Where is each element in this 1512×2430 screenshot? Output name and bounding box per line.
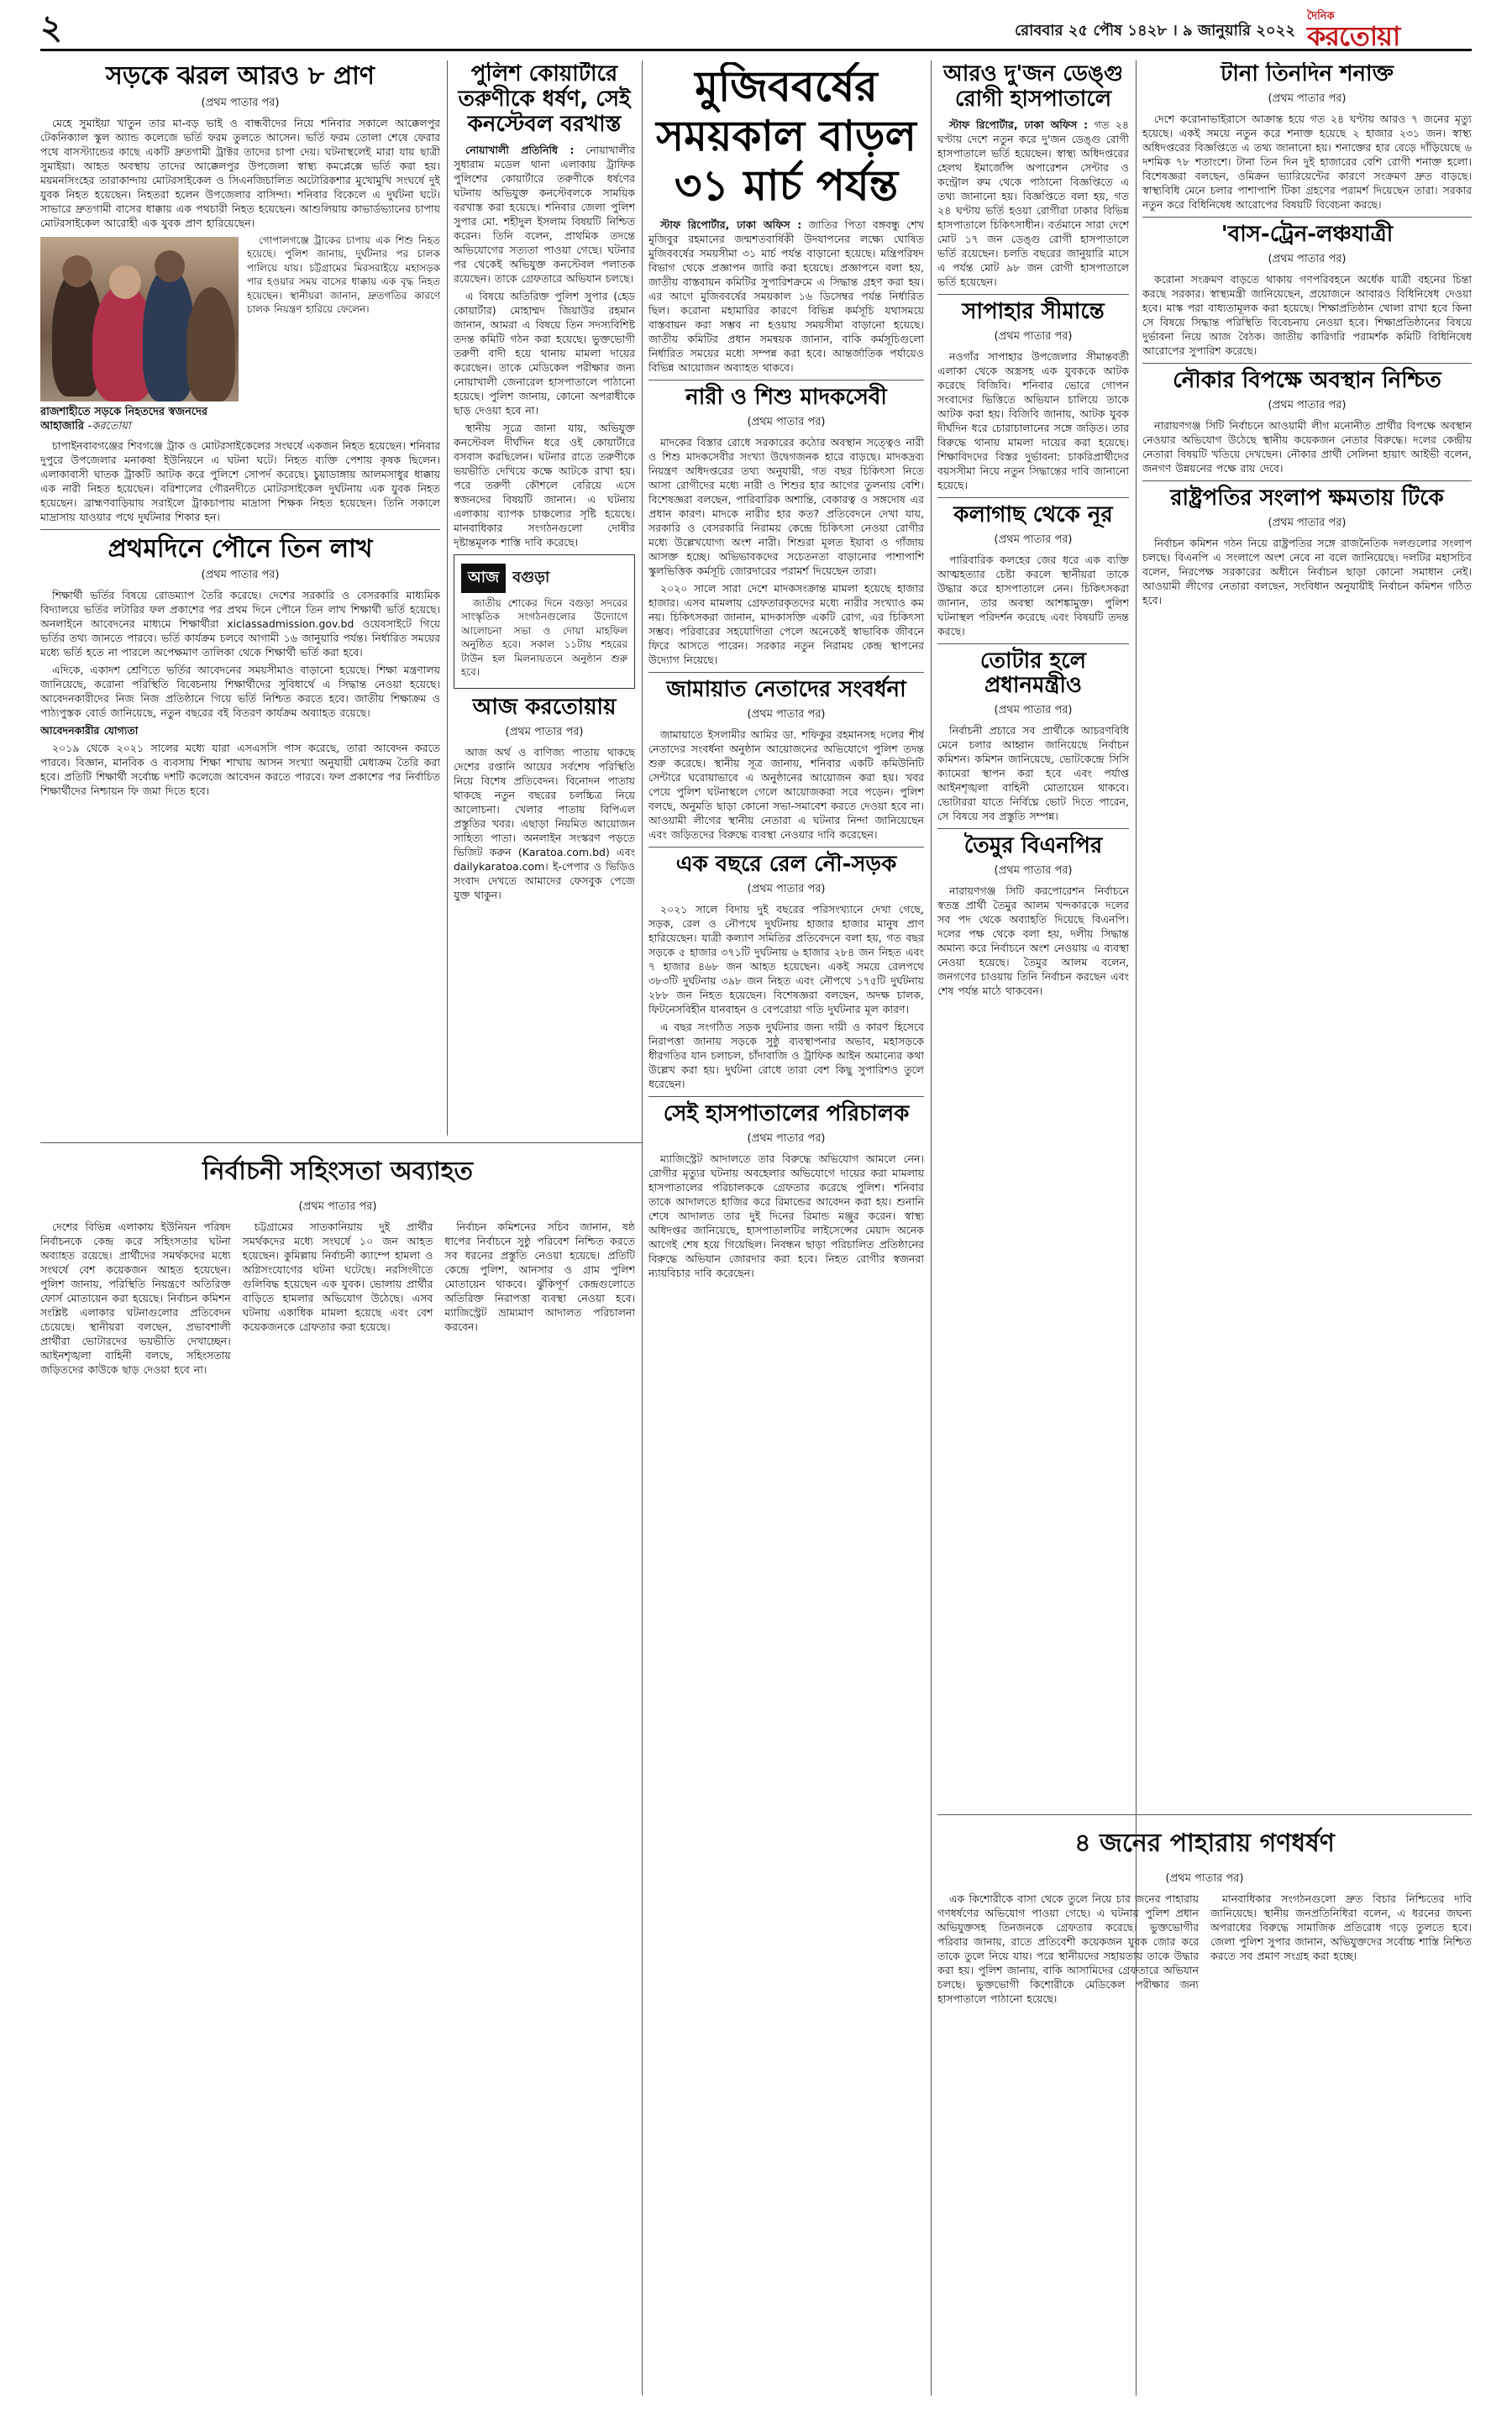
column-center bbox=[648, 62, 924, 2397]
section-divider bbox=[937, 643, 1129, 644]
article-text: মাদকের বিস্তার রোধে সরকারের কঠোর অবস্থান সত্ত্বেও নারী ও শিশু মাদকসেবীর সংখ্যা উদ্বেগজনক হারে বাড়ছে। মাদকদ্রব্য নিয়ন্ত্রণ অধিদপ্তরের তথ্য অনুযায়ী, গত বছর চিকিৎসা নিতে আসা রোগীদের মধ্যে নারী ও শিশুর হার আগের তুলনায় বেশি। বিশেষজ্ঞরা বলছেন, পারিবারিক অশান্তি, বেকারত্ব ও সঙ্গদোষ এর প্রধান কারণ। মাদকে নারীর হার কত? প্রতিবেদনে দেখা যায়, সরকারি ও বেসরকারি নিরাময় কেন্দ্রে চিকিৎসা নেওয়া রোগীর মধ্যে উল্লেখযোগ্য অংশ নারী। শিশুরা মূলত ইয়াবা ও গাঁজায় আসক্ত হচ্ছে। অভিভাবকদের সচেতনতা বাড়ানোর পাশাপাশি স্কুলভিত্তিক কর্মসূচি জোরদারের পরামর্শ দিয়েছেন তারা। bbox=[648, 435, 924, 577]
article-text: চট্টগ্রামের সাতকানিয়ায় দুই প্রার্থীর সমর্থকদের মধ্যে সংঘর্ষে ১০ জন আহত হয়েছেন। কুমিল্লায় নির্বাচনী ক্যাম্পে হামলা ও অগ্নিসংযোগের ঘটনা ঘটেছে। নরসিংদীতে গুলিবিদ্ধ হয়েছেন এক যুবক। ভোলায় প্রার্থীর বাড়িতে হামলার অভিযোগ উঠেছে। এসব ঘটনায় একাধিক মামলা হয়েছে এবং বেশ কয়েকজনকে গ্রেফতার করা হয়েছে। bbox=[242, 1220, 433, 1333]
photo-caption bbox=[40, 405, 239, 433]
headline-today-karatoa: আজ করতোয়ায় bbox=[472, 694, 617, 720]
headline-taimur: তৈমুর বিএনপির bbox=[963, 833, 1103, 859]
continued-label: (প্রথম পাতার পর) bbox=[747, 882, 826, 895]
byline: স্টাফ রিপোর্টার, ঢাকা অফিস : bbox=[949, 118, 1089, 131]
continued-label: (প্রথম পাতার পর) bbox=[201, 569, 280, 581]
article-text: এদিকে, একাদশ শ্রেণিতে ভর্তির আবেদনের সময়সীমাও বাড়ানো হয়েছে। শিক্ষা মন্ত্রণালয় জানিয়েছে, করোনা পরিস্থিতি বিবেচনায় শিক্ষার্থীদের সুবিধার্থে এ সিদ্ধান্ত নেওয়া হয়েছে। আবেদনকারীদের নিজ নিজ প্রতিষ্ঠানে গিয়ে ভর্তি নিশ্চিত করতে হবে। জাতীয় শিক্ষাক্রম ও পাঠ্যপুস্তক বোর্ড জানিয়েছে, নতুন বছরের বই বিতরণ কার্যক্রম অব্যাহত রয়েছে। bbox=[40, 664, 440, 719]
continued-label: (প্রথম পাতার পর) bbox=[747, 1131, 826, 1145]
continued-label: (প্রথম পাতার পর) bbox=[994, 329, 1073, 343]
section-divider bbox=[937, 497, 1129, 498]
continued-label: (প্রথম পাতার পর) bbox=[1268, 516, 1347, 529]
continued-label: (প্রথম পাতার পর) bbox=[994, 864, 1073, 878]
section-divider bbox=[937, 294, 1129, 295]
article-text: নওগাঁর সাপাহার উপজেলার সীমান্তবর্তী এলাকা থেকে অস্ত্রসহ এক যুবককে আটক করেছে বিজিবি। শনিবার ভোরে গোপন সংবাদের ভিত্তিতে অভিযান চালিয়ে তাকে আটক করা হয়। বিজিবি জানায়, আটক যুবক দীর্ঘদিন ধরে চোরাচালানের সঙ্গে জড়িত। তার বিরুদ্ধে থানায় মামলা দায়ের করা হয়েছে। শিক্ষাবিদদের বিস্তর দুর্ভাবনা: চাকরিপ্রার্থীদের বয়সসীমা নিয়ে নতুন সিদ্ধান্তের দাবি জানানো হয়েছে। bbox=[937, 349, 1129, 491]
section-divider bbox=[40, 1142, 642, 1143]
news-photo bbox=[40, 237, 239, 402]
section-divider bbox=[937, 828, 1129, 829]
masthead bbox=[40, 8, 1472, 51]
box-tag: আজ bbox=[461, 564, 506, 593]
page-number: ২ bbox=[40, 8, 63, 47]
headline-gang-rape: ৪ জনের পাহারায় গণধর্ষণ bbox=[1074, 1829, 1335, 1858]
headline-dengue: আরও দু'জন ডেঙ্গু রোগী হাসপাতালে bbox=[942, 62, 1124, 112]
headline-women-addicts: নারী ও শিশু মাদকসেবী bbox=[685, 385, 887, 410]
article-text: আজ অর্থ ও বাণিজ্য পাতায় থাকছে দেশের রপ্তানি আয়ের সর্বশেষ পরিস্থিতি নিয়ে বিশেষ প্রতিবেদন। বিনোদন পাতায় থাকছে নতুন বছরের চলচ্চিত্র নিয়ে আলোচনা। খেলার পাতায় বিপিএল প্রস্তুতির খবর। এছাড়া নিয়মিত আয়োজন সাহিত্য পাতা। অনলাইন সংস্করণ পড়তে ভিজিট করুন (Karatoa.com.bd) এবং dailykaratoa.com। ই-পেপার ও ভিডিও সংবাদ দেখতে আমাদের ফেসবুক পেজে যুক্ত থাকুন। bbox=[454, 745, 635, 901]
article-subhead: আবেদনকারীর যোগ্যতা bbox=[40, 724, 139, 737]
headline-hospital-director: সেই হাসপাতালের পরিচালক bbox=[663, 1100, 910, 1126]
section-divider bbox=[648, 1096, 924, 1097]
article-text-span: নোয়াখালীর সুধারাম মডেল থানা এলাকায় ট্রাফিক পুলিশের কোয়ার্টারে তরুণীকে ধর্ষণের ঘটনায় অভিযুক্ত কনস্টেবলকে সাময়িক বরখাস্ত করা হয়েছে। শনিবার জেলা পুলিশ সুপার মো. শহীদুল ইসলাম বিষয়টি নিশ্চিত করেন। তিনি বলেন, প্রাথমিক তদন্তে অভিযোগের সত্যতা পাওয়া গেছে। ঘটনার পর থেকেই অভিযুক্ত কনস্টেবল পলাতক রয়েছেন। তাকে গ্রেফতারে অভিযান চলছে। bbox=[454, 143, 635, 285]
headline-president-dialogue: রাষ্ট্রপতির সংলাপ ক্ষমতায় টিকে bbox=[1170, 485, 1444, 511]
continued-label: (প্রথম পাতার পর) bbox=[1268, 92, 1347, 105]
section-divider bbox=[648, 380, 924, 381]
article-text: এ বিষয়ে অতিরিক্ত পুলিশ সুপার (হেড কোয়ার্টার) মোহাম্মদ জিয়াউর রহমান জানান, আমরা এ বিষয়ে তিন সদস্যবিশিষ্ট তদন্ত কমিটি গঠন করা হয়েছে। ভুক্তভোগী তরুণী বাদী হয়ে থানায় মামলা দায়ের করেছেন। তাকে মেডিকেল পরীক্ষার জন্য নোয়াখালী জেনারেল হাসপাতালে পাঠানো হয়েছে। পুলিশ জানায়, কোনো অপরাধীকে ছাড় দেওয়া হবে না। bbox=[454, 289, 635, 417]
article-text: নারায়ণগঞ্জ সিটি নির্বাচনে আওয়ামী লীগ মনোনীত প্রার্থীর বিপক্ষে অবস্থান নেওয়ার অভিযোগ উঠেছে স্থানীয় কয়েকজন নেতার বিরুদ্ধে। দলের কেন্দ্রীয় নেতারা বিষয়টি খতিয়ে দেখছেন। নৌকার প্রার্থী সেলিনা হায়াৎ আইভী বলেন, জনগণ উন্নয়নের পক্ষে রায় দেবে। bbox=[1142, 418, 1472, 475]
continued-label: (প্রথম পাতার পর) bbox=[994, 704, 1073, 717]
article-text: দেশের বিভিন্ন এলাকায় ইউনিয়ন পরিষদ নির্বাচনকে কেন্দ্র করে সহিংসতার ঘটনা অব্যাহত রয়েছে। প্রার্থীদের সমর্থকদের মধ্যে সংঘর্ষে বেশ কয়েকজন আহত হয়েছেন। পুলিশ জানায়, পরিস্থিতি নিয়ন্ত্রণে অতিরিক্ত ফোর্স মোতায়েন করা হয়েছে। নির্বাচন কমিশন সংশ্লিষ্ট এলাকার ঘটনাগুলোর প্রতিবেদন চেয়েছে। স্থানীয়রা বলছেন, প্রভাবশালী প্রার্থীরা ভোটারদের ভয়ভীতি দেখাচ্ছেন। আইনশৃঙ্খলা বাহিনী বলছে, সহিংসতায় জড়িতদের কাউকে ছাড় দেওয়া হবে না। bbox=[40, 1220, 231, 1376]
logo-sup: দৈনিক bbox=[1307, 10, 1335, 23]
continued-label: (প্রথম পাতার পর) bbox=[1268, 398, 1347, 412]
article-text: ম্যাজিস্ট্রেট আদালতে তার বিরুদ্ধে অভিযোগ আমলে নেন। রোগীর মৃত্যুর ঘটনায় অবহেলার অভিযোগে দায়ের করা মামলায় হাসপাতালের পরিচালককে গ্রেফতার করেছে পুলিশ। শনিবার তাকে আদালতে হাজির করে রিমান্ডের আবেদন করা হয়। শুনানি শেষে আদালত তার দুই দিনের রিমান্ড মঞ্জুর করেন। স্বাস্থ্য অধিদপ্তর জানিয়েছে, হাসপাতালটির লাইসেন্সের মেয়াদ অনেক আগেই শেষ হয়ে গিয়েছিল। নিবন্ধন ছাড়া পরিচালিত প্রতিষ্ঠানের বিরুদ্ধে অভিযান জোরদার করা হবে। নিহত রোগীর স্বজনরা ন্যায়বিচার দাবি করেছেন। bbox=[648, 1152, 924, 1279]
column-right bbox=[1142, 62, 1472, 1809]
article-text: নির্বাচনী প্রচারে সব প্রার্থীকে আচরণবিধি মেনে চলার আহ্বান জানিয়েছে নির্বাচন কমিশন। কমিশন জানিয়েছে, ভোটকেন্দ্রে সিসি ক্যামেরা স্থাপন করা হবে এবং পর্যাপ্ত আইনশৃঙ্খলা বাহিনী মোতায়েন থাকবে। ভোটাররা যাতে নির্বিঘ্নে ভোট দিতে পারেন, সে বিষয়ে সব প্রস্তুতি সম্পন্ন। bbox=[937, 724, 1129, 823]
column-second bbox=[454, 62, 635, 1137]
article-text bbox=[648, 218, 924, 375]
continued-label: (প্রথম পাতার পর) bbox=[747, 415, 826, 428]
newspaper-logo bbox=[1304, 7, 1472, 52]
byline: নোয়াখালী প্রতিনিধি : bbox=[465, 143, 575, 156]
article-text: পারিবারিক কলহের জের ধরে এক ব্যক্তি আত্মহত্যার চেষ্টা করলে স্থানীয়রা তাকে উদ্ধার করে হাসপাতালে নেন। চিকিৎসকরা জানান, তার অবস্থা আশঙ্কামুক্ত। পুলিশ ঘটনাস্থল পরিদর্শন করেছে এবং বিষয়টি তদন্ত করছে। bbox=[937, 553, 1129, 638]
section-divider bbox=[1142, 480, 1472, 481]
continued-label: (প্রথম পাতার পর) bbox=[505, 725, 584, 738]
headline-road-accident: সড়কে ঝরল আরও ৮ প্রাণ bbox=[106, 62, 375, 91]
continued-label: (প্রথম পাতার পর) bbox=[1268, 252, 1347, 265]
today-box bbox=[454, 554, 635, 689]
article-text: নারায়ণগঞ্জ সিটি করপোরেশন নির্বাচনে স্বতন্ত্র প্রার্থী তৈমুর আলম খন্দকারকে দলের সব পদ থেকে অব্যাহতি দিয়েছে বিএনপি। দলের পক্ষ থেকে বলা হয়, দলীয় সিদ্ধান্ত অমান্য করে নির্বাচনে অংশ নেওয়ায় এ ব্যবস্থা নেওয়া হয়েছে। তৈমুর আলম বলেন, জনগণের চাওয়ায় তিনি নির্বাচন করছেন এবং শেষ পর্যন্ত মাঠে থাকবেন। bbox=[937, 884, 1129, 998]
article-text: শিক্ষার্থী ভর্তির বিষয়ে রোডম্যাপ তৈরি করেছে। দেশের সরকারি ও বেসরকারি মাধ্যমিক বিদ্যালয়ে ভর্তির লটারির ফল প্রকাশের পর প্রথম দিনে পৌনে তিন লাখ শিক্ষার্থী ভর্তি হয়েছে। অনলাইনে আবেদনের মাধ্যমে শিক্ষার্থীরা xiclassadmission.gov.bd ওয়েবসাইটে গিয়ে ভর্তির তথ্য জানতে পারবে। ভর্তি কার্যক্রম চলবে আগামী ১৬ জানুয়ারি পর্যন্ত। নির্ধারিত সময়ের মধ্যে ভর্তি হতে না পারলে অপেক্ষমাণ তালিকা থেকে শিক্ষার্থী ভর্তি করা হবে। bbox=[40, 589, 440, 659]
column-rule bbox=[642, 60, 643, 2396]
caption-text: রাজশাহীতে সড়কে নিহতদের স্বজনদের আহাজারি bbox=[40, 405, 208, 433]
headline-police-quarter: পুলিশ কোয়ার্টারে তরুণীকে ধর্ষণ, সেই কনস্টেবল বরখাস্ত bbox=[458, 62, 631, 137]
byline: স্টাফ রিপোর্টার, ঢাকা অফিস : bbox=[660, 218, 802, 231]
bottom-right-article bbox=[937, 1821, 1472, 2392]
article-text: এক কিশোরীকে বাসা থেকে তুলে নিয়ে চার জনের পাহারায় গণধর্ষণের অভিযোগ পাওয়া গেছে। এ ঘটনায় পুলিশ প্রধান অভিযুক্তসহ তিনজনকে গ্রেফতার করেছে। ভুক্তভোগীর পরিবার জানায়, রাতে প্রতিবেশী কয়েকজন যুবক জোর করে তাকে তুলে নিয়ে যায়। পরে স্থানীয়দের সহায়তায় তাকে উদ্ধার করা হয়। পুলিশ জানায়, বাকি আসামিদের গ্রেফতারে অভিযান চলছে। ভুক্তভোগী কিশোরীকে মেডিকেল পরীক্ষার জন্য হাসপাতালে পাঠানো হয়েছে। bbox=[937, 1892, 1199, 2005]
section-divider bbox=[648, 672, 924, 673]
section-divider bbox=[40, 529, 440, 530]
section-divider bbox=[937, 1814, 1472, 1815]
article-text: চাপাইনবাবগঞ্জের শিবগঞ্জে ট্রাক ও মোটরসাইকেলের সংঘর্ষে একজন নিহত হয়েছেন। শনিবার দুপুরে উপজেলার মনাকষা ইউনিয়নে এ ঘটনা ঘটে। নিহত ব্যক্তি পেশায় কৃষক ছিলেন। এলাকাবাসী ঘাতক ট্রাকটি আটক করে পুলিশে সোপর্দ করেছে। চুয়াডাঙ্গায় আলমসাধুর ধাক্কায় এক নারী নিহত হয়েছেন। বরিশালের গৌরনদীতে মোটরসাইকেল দুর্ঘটনায় এক যুবক নিহত হয়েছেন। ব্রাহ্মণবাড়িয়ায় সরাইলে ট্রাকচাপায় মাদ্রাসা শিক্ষক নিহত হয়েছেন। তিনি সকালে মাদ্রাসায় যাওয়ার পথে দুর্ঘটনার শিকার হন। bbox=[40, 438, 440, 523]
bottom-left-article bbox=[40, 1149, 635, 2392]
column-left bbox=[40, 62, 440, 1137]
column-rule bbox=[931, 60, 932, 2396]
continued-label: (প্রথম পাতার পর) bbox=[298, 1200, 377, 1213]
article-text bbox=[454, 143, 635, 286]
article-text: দেশে করোনাভাইরাসে আক্রান্ত হয়ে গত ২৪ ঘণ্টায় আরও ৭ জনের মৃত্যু হয়েছে। একই সময়ে নতুন করে শনাক্ত হয়েছে ২ হাজার ২৩১ জন। স্বাস্থ্য অধিদপ্তরের বিজ্ঞপ্তিতে এ তথ্য জানানো হয়। শনাক্তের হার বেড়ে দাঁড়িয়েছে ৬ দশমিক ৭৮ শতাংশে। টানা তিন দিন দুই হাজারের বেশি রোগী শনাক্ত হলো। বিশেষজ্ঞরা বলছেন, ওমিক্রন ভ্যারিয়েন্টের কারণে সংক্রমণ দ্রুত বাড়ছে। স্বাস্থ্যবিধি মেনে চলার পাশাপাশি টিকা গ্রহণের পরামর্শ দিয়েছেন তারা। সরকার নতুন করে বিধিনিষেধ আরোপের বিষয়টি বিবেচনা করছে। bbox=[1142, 112, 1472, 211]
article-text: ২০১৯ থেকে ২০২১ সালের মধ্যে যারা এসএসসি পাস করেছে, তারা আবেদন করতে পারবে। বিজ্ঞান, মানবিক ও ব্যবসায় শিক্ষা শাখায় আসন সংখ্যা অনুযায়ী মেধাক্রম তৈরি করা হবে। প্রতিটি শিক্ষার্থী সর্বোচ্চ দশটি কলেজে আবেদন করতে পারবে। ফল প্রকাশের পর নির্বাচিত শিক্ষার্থীদের নিশ্চায়ন ফি জমা দিতে হবে। bbox=[40, 742, 440, 797]
article-text-span: গত ২৪ ঘণ্টায় দেশে নতুন করে দু'জন ডেঙ্গু রোগী হাসপাতালে ভর্তি হয়েছেন। স্বাস্থ্য অধিদপ্তরের হেলথ ইমার্জেন্সি অপারেশন সেন্টার ও কন্ট্রোল রুম থেকে পাঠানো বিজ্ঞপ্তিতে এ তথ্য জানানো হয়। বিজ্ঞপ্তিতে বলা হয়, গত ২৪ ঘণ্টায় ভর্তি হওয়া রোগীরা ঢাকার বিভিন্ন হাসপাতালে চিকিৎসাধীন। বর্তমানে সারা দেশে মোট ১৭ জন ডেঙ্গু রোগী হাসপাতালে ভর্তি রয়েছেন। চলতি বছরের জানুয়ারি মাসে এ পর্যন্ত মোট ৯৮ জন রোগী হাসপাতালে ভর্তি হয়েছেন। bbox=[937, 118, 1129, 288]
continued-label: (প্রথম পাতার পর) bbox=[994, 533, 1073, 546]
continued-label: (প্রথম পাতার পর) bbox=[201, 96, 280, 109]
headline-bus-train: 'বাস-ট্রেন-লঞ্চযাত্রী bbox=[1221, 221, 1394, 247]
article-text: ২০২০ সালে সারা দেশে মাদকসংক্রান্ত মামলা হয়েছে হাজার হাজার। এসব মামলায় গ্রেফতারকৃতদের মধ্যে নারীর সংখ্যাও কম নয়। চিকিৎসকরা জানান, মাদকাসক্তি একটি রোগ, এর চিকিৎসা সম্ভব। পরিবারের সহযোগিতা পেলে অনেকেই স্বাভাবিক জীবনে ফিরে আসতে পারেন। সরকার নতুন নিরাময় কেন্দ্র স্থাপনের উদ্যোগ নিয়েছে। bbox=[648, 581, 924, 666]
column-fifth bbox=[937, 62, 1129, 1809]
headline-banana-tree: কলাগাছ থেকে নূর bbox=[953, 501, 1113, 527]
lead-headline: মুজিববর্ষের সময়কাল বাড়ল ৩১ মার্চ পর্যন্ত bbox=[656, 62, 916, 210]
headline-admission: প্রথমদিনে পৌনে তিন লাখ bbox=[108, 533, 373, 564]
section-divider bbox=[1142, 363, 1472, 364]
article-text bbox=[937, 118, 1129, 289]
box-subtitle: বগুড়া bbox=[512, 568, 550, 586]
article-text: নির্বাচন কমিশন গঠন নিয়ে রাষ্ট্রপতির সঙ্গে রাজনৈতিক দলগুলোর সংলাপ চলছে। বিএনপি এ সংলাপে অংশ নেবে না বলে জানিয়েছে। দলটির মহাসচিব বলেন, নিরপেক্ষ সরকারের অধীনে নির্বাচন ছাড়া কোনো সমাধান নেই। আওয়ামী লীগের নেতারা বলছেন, সংবিধান অনুযায়ীই নির্বাচন কমিশন গঠিত হবে। bbox=[1142, 536, 1472, 606]
article-text: ২০২১ সালে বিদায় দুই বছরের পরিসংখ্যানে দেখা গেছে, সড়ক, রেল ও নৌপথে দুর্ঘটনায় হাজার হাজার মানুষ প্রাণ হারিয়েছেন। যাত্রী কল্যাণ সমিতির প্রতিবেদনে বলা হয়, গত বছর সড়কে ৫ হাজার ৩৭১টি দুর্ঘটনায় ৬ হাজার ২৮৪ জন নিহত এবং ৭ হাজার ৪৬৮ জন আহত হয়েছেন। একই সময়ে রেলপথে ৩৮৩টি দুর্ঘটনায় ৩৯৮ জন নিহত এবং নৌপথে ১৭৫টি দুর্ঘটনায় ২৮৮ জন নিহত হয়েছেন। বিশেষজ্ঞরা বলছেন, অদক্ষ চালক, ফিটনেসবিহীন যানবাহন ও বেপরোয়া গতি দুর্ঘটনার মূল কারণ। bbox=[648, 902, 924, 1016]
continued-label: (প্রথম পাতার পর) bbox=[1165, 1872, 1244, 1885]
article-text: জামায়াতে ইসলামীর আমির ডা. শফিকুর রহমানসহ দলের শীর্ষ নেতাদের সংবর্ধনা অনুষ্ঠান আয়োজনের অভিযোগে পুলিশ তদন্ত শুরু করেছে। স্থানীয় সূত্র জানায়, শনিবার একটি কমিউনিটি সেন্টারে ঘরোয়াভাবে এ অনুষ্ঠানের আয়োজন করা হয়। খবর পেয়ে পুলিশ ঘটনাস্থলে গেলে আয়োজকরা সরে পড়েন। পুলিশ বলছে, অনুমতি ছাড়া কোনো সভা-সমাবেশ করতে দেওয়া হবে না। আওয়ামী লীগের স্থানীয় নেতারা এ ঘটনার নিন্দা জানিয়েছেন এবং জড়িতদের বিরুদ্ধে ব্যবস্থা নেওয়ার দাবি করেছেন। bbox=[648, 727, 924, 841]
section-divider bbox=[1142, 217, 1472, 218]
article-text: নির্বাচন কমিশনের সচিব জানান, ষষ্ঠ ধাপের নির্বাচনে সুষ্ঠু পরিবেশ নিশ্চিত করতে সব ধরনের প্রস্তুতি নেওয়া হয়েছে। প্রতিটি কেন্দ্রে পুলিশ, আনসার ও গ্রাম পুলিশ মোতায়েন থাকবে। ঝুঁকিপূর্ণ কেন্দ্রগুলোতে অতিরিক্ত নিরাপত্তা ব্যবস্থা নেওয়া হবে। ম্যাজিস্ট্রেট ভ্রাম্যমাণ আদালত পরিচালনা করবেন। bbox=[444, 1220, 635, 1333]
article-text: মেহে সুমাইয়া খাতুন তার মা-বড় ভাই ও বান্ধবীদের নিয়ে শনিবার সকালে আক্কেলপুর টেকনিক্যাল স্কুল অ্যান্ড কলেজে ভর্তি ফরম তুলতে আসেন। ভর্তি ফরম তোলা শেষে ফেরার পথে বাসস্ট্যান্ডের কাছে একটি দ্রুতগামী ট্রাক্টর তাদের চাপা দেয়। ঘটনাস্থলেই মারা যায় ছাত্রী সুমাইয়া। আহত অবস্থায় তাদের আক্কেলপুর উপজেলা স্বাস্থ্য কমপ্লেক্সে ভর্তি করা হয়। ময়মনসিংহের তারাকান্দায় মোটরসাইকেল ও সিএনজিচালিত অটোরিকশার মুখোমুখি সংঘর্ষে দুই যুবক নিহত হয়েছেন। নিহতরা হলেন উপজেলার বাসিন্দা। শনিবার বিকেলে এ দুর্ঘটনা ঘটে। সাভারে দ্রুতগামী বাসের ধাক্কায় এক পথচারী নিহত হয়েছেন। আশুলিয়ায় কাভার্ডভ্যানের চাপায় মোটরসাইকেল আরোহী এক যুবক প্রাণ হারিয়েছেন। bbox=[40, 116, 440, 229]
headline-three-days: টানা তিনদিন শনাক্ত bbox=[1221, 62, 1394, 87]
article-text: গোপালগঞ্জে ট্রাকের চাপায় এক শিশু নিহত হয়েছে। পুলিশ জানায়, দুর্ঘটনার পর চালক পালিয়ে যায়। চট্টগ্রামের মিরসরাইয়ে মহাসড়ক পার হওয়ার সময় বাসের ধাক্কায় এক বৃদ্ধ নিহত হয়েছেন। স্থানীয়রা জানান, দ্রুতগতির কারণে চালক নিয়ন্ত্রণ হারিয়ে ফেলেন। bbox=[247, 234, 440, 315]
article-text: স্থানীয় সূত্রে জানা যায়, অভিযুক্ত কনস্টেবল দীর্ঘদিন ধরে ওই কোয়ার্টারে বসবাস করছিলেন। ঘটনার রাতে তরুণীকে ভয়ভীতি দেখিয়ে কক্ষে আটকে রাখা হয়। পরে তরুণী কৌশলে বেরিয়ে এসে স্বজনদের বিষয়টি জানান। এ ঘটনায় এলাকায় ব্যাপক চাঞ্চল্যের সৃষ্টি হয়েছে। মানবাধিকার সংগঠনগুলো দোষীর দৃষ্টান্তমূলক শাস্তি দাবি করেছে। bbox=[454, 421, 635, 548]
column-rule bbox=[447, 60, 448, 1136]
continued-label: (প্রথম পাতার পর) bbox=[747, 707, 826, 721]
headline-sapahar: সাপাহার সীমান্তে bbox=[962, 298, 1105, 324]
box-text: জাতীয় শোকের দিনে বগুড়া সদরের সাংস্কৃতিক সংগঠনগুলোর উদ্যোগে আলোচনা সভা ও দোয়া মাহফিল অনুষ্ঠিত হবে। সকাল ১১টায় শহরের টাউন হল মিলনায়তনে অনুষ্ঠান শুরু হবে। bbox=[461, 596, 627, 679]
headline-election-violence: নির্বাচনী সহিংসতা অব্যাহত bbox=[202, 1157, 473, 1186]
section-divider bbox=[648, 847, 924, 848]
article-text: এ বছর সংগঠিত সড়ক দুর্ঘটনার জন্য দায়ী ও কারণ হিসেবে নিরাপত্তা জানায় সড়কে সুষ্ঠু ব্যবস্থাপনার অভাব, মহাসড়কে ধীরগতির যান চলাচল, চাঁদাবাজি ও ট্রাফিক আইন অমান্যের কথা উল্লেখ করা হয়। দুর্ঘটনা রোধে তারা বেশ কিছু সুপারিশও তুলে ধরেছেন। bbox=[648, 1020, 924, 1090]
date-line: রোববার ২৫ পৌষ ১৪২৮ । ৯ জানুয়ারি ২০২২ bbox=[1014, 22, 1295, 39]
article-text: মানবাধিকার সংগঠনগুলো দ্রুত বিচার নিশ্চিতের দাবি জানিয়েছে। স্থানীয় জনপ্রতিনিধিরা বলেন, এ ধরনের জঘন্য অপরাধের বিরুদ্ধে সামাজিক প্রতিরোধ গড়ে তুলতে হবে। জেলা পুলিশ সুপার জানান, অভিযুক্তদের সর্বোচ্চ শাস্তি নিশ্চিত করতে সব প্রমাণ সংগ্রহ করা হচ্ছে। bbox=[1210, 1892, 1472, 1962]
headline-voter-hall: তোটার হলে প্রধানমন্ত্রীও bbox=[979, 648, 1087, 699]
article-text: করোনা সংক্রমণ বাড়তে থাকায় গণপরিবহনে অর্ধেক যাত্রী বহনের চিন্তা করছে সরকার। স্বাস্থ্যমন্ত্রী জানিয়েছেন, প্রয়োজনে আবারও বিধিনিষেধ দেওয়া হবে। মাস্ক পরা বাধ্যতামূলক করা হয়েছে। শিক্ষাপ্রতিষ্ঠান খোলা রাখা হবে কিনা সে বিষয়ে সিদ্ধান্ত পরিস্থিতি বিবেচনায় নেওয়া হবে। শিক্ষাপ্রতিষ্ঠানের বিষয়ে দুর্ভাবনা নিয়ে আজ বৈঠক। জাতীয় কারিগরি পরামর্শক কমিটি বিধিনিষেধ আরোপের সুপারিশ করেছে। bbox=[1142, 272, 1472, 357]
headline-boat-against: নৌকার বিপক্ষে অবস্থান নিশ্চিত bbox=[1173, 367, 1441, 393]
article-text-span: জাতির পিতা বঙ্গবন্ধু শেখ মুজিবুর রহমানের জন্মশতবার্ষিকী উদযাপনের লক্ষ্যে ঘোষিত মুজিববর্ষের সময়সীমা ৩১ মার্চ পর্যন্ত বাড়ানো হয়েছে। মন্ত্রিপরিষদ বিভাগ থেকে প্রজ্ঞাপন জারি করা হয়েছে। প্রজ্ঞাপনে বলা হয়, জাতীয় বাস্তবায়ন কমিটির সুপারিশক্রমে এ সিদ্ধান্ত গ্রহণ করা হয়। এর আগে মুজিববর্ষের সময়কাল ১৬ ডিসেম্বর পর্যন্ত নির্ধারিত ছিল। করোনা মহামারির কারণে বিভিন্ন কর্মসূচি যথাসময়ে বাস্তবায়ন করা সম্ভব না হওয়ায় সময়সীমা বাড়ানো হয়েছে। জাতীয় কমিটির প্রধান সমন্বয়ক জানান, বাকি কর্মসূচিগুলো নির্ধারিত সময়ের মধ্যে সম্পন্ন করা হবে। আন্তর্জাতিক পর্যায়েও বিভিন্ন আয়োজন অব্যাহত থাকবে। bbox=[648, 218, 924, 374]
headline-rail-road: এক বছরে রেল নৌ-সড়ক bbox=[675, 851, 897, 877]
logo-main: করতোয়া bbox=[1307, 20, 1400, 52]
headline-jamaat: জামায়াত নেতাদের সংবর্ধনা bbox=[666, 676, 906, 702]
photo-credit: -করতোয়া bbox=[87, 419, 131, 433]
